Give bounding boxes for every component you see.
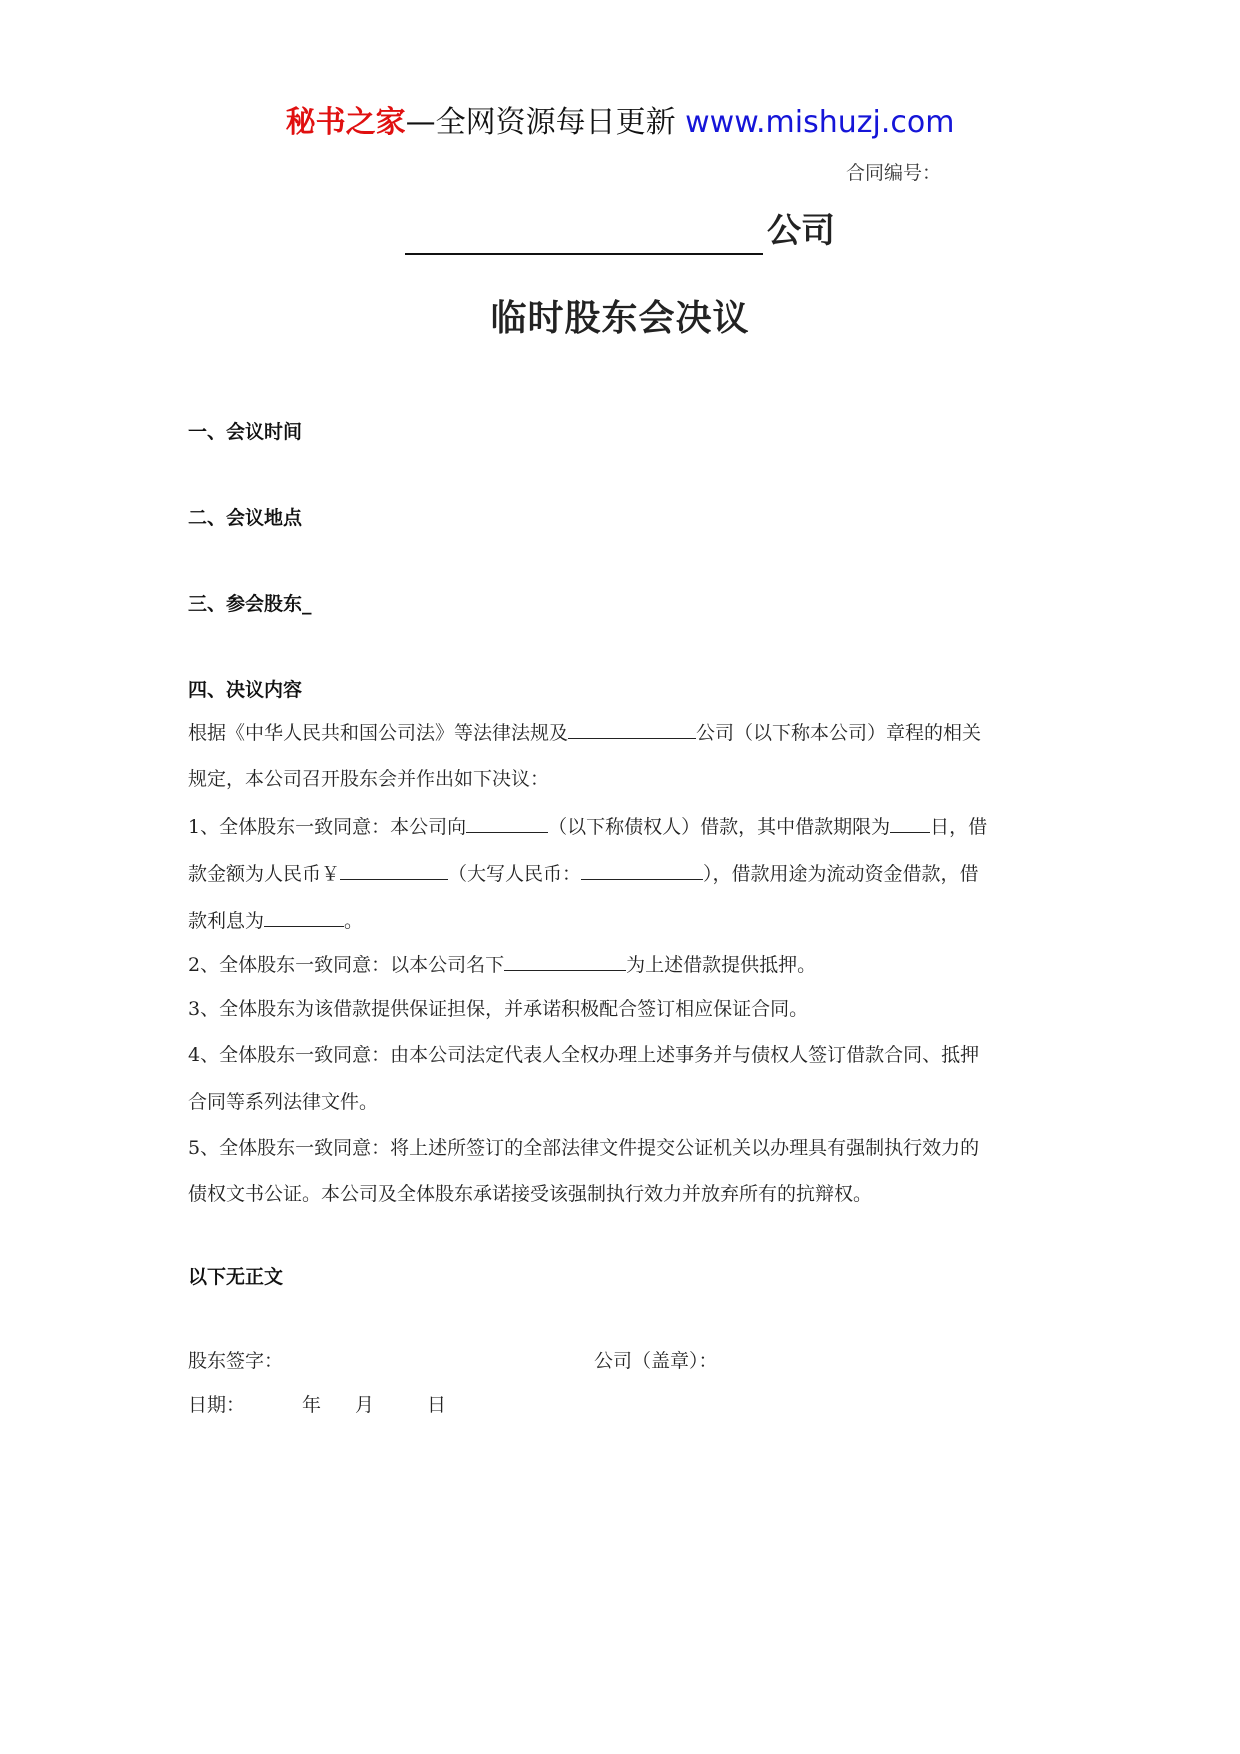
header-tagline: —全网资源每日更新 xyxy=(405,105,686,140)
date-year-label: 年 xyxy=(302,1394,322,1416)
r1-text-a: 1、全体股东一致同意：本公司向 xyxy=(188,816,467,838)
r2-text-b: 为上述借款提供抵押。 xyxy=(626,954,817,976)
r1-text-h: 。 xyxy=(344,910,364,932)
shareholder-signature-label: 股东签字： xyxy=(188,1350,284,1372)
resolution-1-line-1 xyxy=(188,812,987,840)
document-title: 临时股东会决议 xyxy=(490,298,750,339)
intro-line-2: 规定，本公司召开股东会并作出如下决议： xyxy=(188,768,550,790)
company-name-blank-inline xyxy=(568,718,696,739)
brand-name: 秘书之家 xyxy=(285,105,406,140)
resolution-5-line-1: 5、全体股东一致同意：将上述所签订的全部法律文件提交公证机关以办理具有强制执行效力的 xyxy=(188,1137,980,1159)
resolution-2 xyxy=(188,950,816,978)
section-meeting-time: 一、会议时间 xyxy=(188,421,303,443)
loan-interest-blank xyxy=(264,906,344,927)
intro-text-b: 公司（以下称本公司）章程的相关 xyxy=(696,722,982,744)
r1-text-c: 日，借 xyxy=(930,816,988,838)
resolution-4-line-1: 4、全体股东一致同意：由本公司法定代表人全权办理上述事务并与债权人签订借款合同、抵押 xyxy=(188,1044,980,1066)
end-of-text-note: 以下无正文 xyxy=(188,1266,284,1288)
company-name-blank xyxy=(405,215,763,255)
loan-amount-blank xyxy=(340,859,448,880)
contract-number-label: 合同编号： xyxy=(846,162,942,184)
company-seal-label: 公司（盖章）： xyxy=(594,1350,718,1372)
site-header xyxy=(0,103,1240,143)
resolution-5-line-2: 债权文书公证。本公司及全体股东承诺接受该强制执行效力并放弃所有的抗辩权。 xyxy=(188,1183,873,1205)
company-suffix: 公司 xyxy=(767,211,835,251)
section-meeting-place: 二、会议地点 xyxy=(188,507,303,529)
site-url-link[interactable]: www.mishuzj.com xyxy=(685,105,955,140)
resolution-1-line-2 xyxy=(188,859,979,887)
date-month-label: 月 xyxy=(355,1394,375,1416)
resolution-4-line-2: 合同等系列法律文件。 xyxy=(188,1091,379,1113)
collateral-blank xyxy=(504,950,626,971)
intro-line-1 xyxy=(188,718,981,746)
r1-text-e: （大写人民币： xyxy=(448,863,582,885)
resolution-1-line-3 xyxy=(188,906,363,934)
date-label: 日期： xyxy=(188,1394,246,1416)
loan-amount-uppercase-blank xyxy=(581,859,703,880)
intro-text-a: 根据《中华人民共和国公司法》等法律法规及 xyxy=(188,722,569,744)
r1-text-d: 款金额为人民币￥ xyxy=(188,863,341,885)
resolution-3: 3、全体股东为该借款提供保证担保，并承诺积极配合签订相应保证合同。 xyxy=(188,998,809,1020)
r1-text-b: （以下称债权人）借款，其中借款期限为 xyxy=(548,816,891,838)
r2-text-a: 2、全体股东一致同意：以本公司名下 xyxy=(188,954,505,976)
section-resolution-content: 四、决议内容 xyxy=(188,679,303,701)
date-day-label: 日 xyxy=(427,1394,447,1416)
r1-text-f: ），借款用途为流动资金借款，借 xyxy=(703,863,979,885)
creditor-blank xyxy=(466,812,548,833)
company-title xyxy=(0,207,1240,255)
r1-text-g: 款利息为 xyxy=(188,910,265,932)
section-attending-shareholders: 三、参会股东_ xyxy=(188,593,312,615)
loan-term-blank xyxy=(890,812,930,833)
